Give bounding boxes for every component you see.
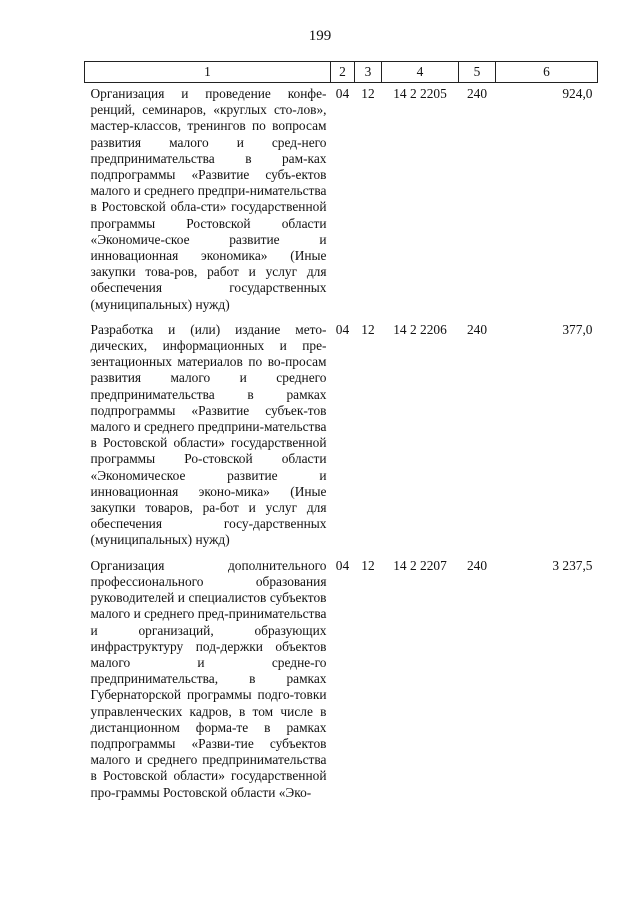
table-row [85,83,598,319]
budget-table [84,61,598,807]
column-header-section: 2 [331,62,355,83]
row-expense-type: 240 [466,321,488,337]
row-target-article: 14 2 2205 [393,86,447,101]
row-subsection: 12 [361,321,375,337]
table-header-row [85,62,598,83]
page-number: 199 [308,28,332,44]
row-section: 04 [335,321,350,337]
row-section: 04 [335,86,350,101]
row-description: Организация дополнительного профессионального образования руководителей и специалистов субъектов малого и среднего пред-принимательства и организаций, образующих инфраструктуру под-держки объектов малого и средне-го предпринимательства, в рамках Губернаторской программы подго-товки управленческих кадров, в том числе в дистанционном форма-те в рамках подпрограммы «Разви-тие субъектов малого и среднего предпринимательства в Ростовской области» государственной про-граммы Ростовской области «Эко- [90,557,327,800]
row-expense-type: 240 [466,86,488,101]
row-description: Разработка и (или) издание мето-дических, информационных и пре-зентационных материалов по во-просам развития малого и среднего предпринимательства в рамках подпрограммы «Развитие субъек-тов малого и среднего предприни-мательства в Ростовской области» государственной программы Ро-стовской области «Экономическое развитие и инновационная эконо-мика» (Иные закупки товаров, ра-бот и услуг для обеспечения госу-дарственных (муниципальных) нужд) [90,321,327,548]
row-section: 04 [335,557,350,573]
table-row [85,319,598,555]
column-header-amount: 6 [496,62,598,83]
row-description: Организация и проведение конфе-ренций, семинаров, «круглых сто-лов», мастер-классов, тренингов по вопросам развития малого и сред-него предпринимательства в рам-ках подпрограммы «Развитие субъ-ектов малого и среднего предпри-нимательства в Ростовской обла-сти» государственной программы Ростовской области «Экономиче-ское развитие и инновационная экономика» (Иные закупки това-ров, работ и услуг для обеспечения государственных (муниципальных) нужд) [90,86,327,312]
column-header-target-article: 4 [382,62,459,83]
row-subsection: 12 [361,86,375,101]
row-amount: 3 237,5 [552,557,593,573]
column-header-expense-type: 5 [459,62,496,83]
row-expense-type: 240 [466,557,488,573]
table-row [85,555,598,807]
column-header-subsection: 3 [355,62,382,83]
row-amount: 377,0 [562,321,593,337]
row-amount: 924,0 [562,86,593,101]
column-header-description: 1 [85,62,331,83]
row-subsection: 12 [361,557,375,573]
row-target-article: 14 2 2206 [393,321,447,337]
row-target-article: 14 2 2207 [393,557,447,573]
